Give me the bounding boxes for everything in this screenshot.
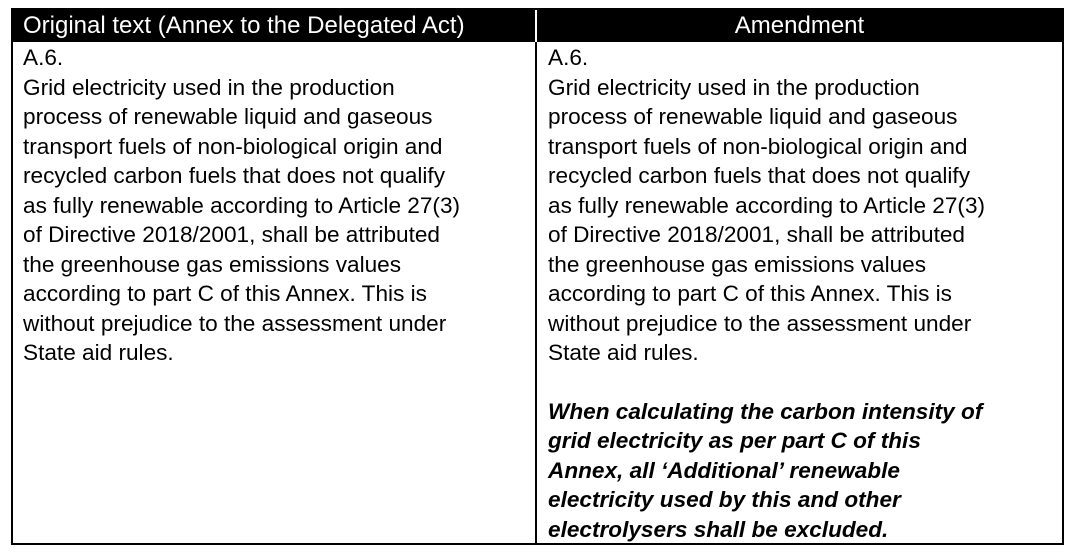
- added-amendment-line: electrolysers shall be excluded.: [548, 516, 889, 542]
- amendment-line: State aid rules.: [548, 340, 699, 365]
- amendment-line: Grid electricity used in the production: [548, 74, 920, 100]
- amendment-line: process of renewable liquid and gaseous: [548, 104, 958, 129]
- header-original-text: Original text (Annex to the Delegated Act): [13, 10, 537, 42]
- original-text-cell: [13, 42, 537, 544]
- original-line: as fully renewable according to Article 27(3): [23, 192, 461, 218]
- amendment-line: transport fuels of non-biological origin and: [548, 133, 968, 159]
- table-header-row: [13, 10, 1062, 42]
- original-line: the greenhouse gas emissions values: [23, 251, 402, 277]
- table-body-row: [13, 42, 1062, 544]
- amendment-ref: A.6.: [548, 45, 589, 70]
- added-amendment-line: Annex, all ‘Additional’ renewable: [548, 457, 900, 483]
- original-line: without prejudice to the assessment under: [23, 310, 447, 336]
- original-line: Grid electricity used in the production: [23, 74, 395, 100]
- original-line: of Directive 2018/2001, shall be attributed: [23, 222, 440, 247]
- original-ref: A.6.: [23, 45, 64, 70]
- header-amendment: Amendment: [734, 12, 865, 39]
- amendment-line: of Directive 2018/2001, shall be attributed: [548, 222, 965, 247]
- paragraph-spacer: [548, 368, 1058, 397]
- added-amendment-line: electricity used by this and other: [548, 487, 901, 512]
- original-line: according to part C of this Annex. This is: [23, 281, 427, 306]
- amendment-table: [11, 8, 1064, 545]
- amendment-line: according to part C of this Annex. This is: [548, 281, 952, 306]
- amendment-line: as fully renewable according to Article 27(3): [548, 192, 986, 218]
- added-amendment-line: grid electricity as per part C of this: [548, 428, 921, 453]
- amendment-line: the greenhouse gas emissions values: [548, 251, 927, 277]
- added-amendment-line: When calculating the carbon intensity of: [548, 398, 983, 424]
- original-line: recycled carbon fuels that does not qualify: [23, 163, 446, 188]
- amendment-text-cell: [537, 42, 1062, 544]
- original-line: process of renewable liquid and gaseous: [23, 104, 433, 129]
- amendment-line: without prejudice to the assessment under: [548, 310, 972, 336]
- amendment-line: recycled carbon fuels that does not qualify: [548, 163, 971, 188]
- original-line: transport fuels of non-biological origin and: [23, 133, 443, 159]
- original-line: State aid rules.: [23, 340, 174, 365]
